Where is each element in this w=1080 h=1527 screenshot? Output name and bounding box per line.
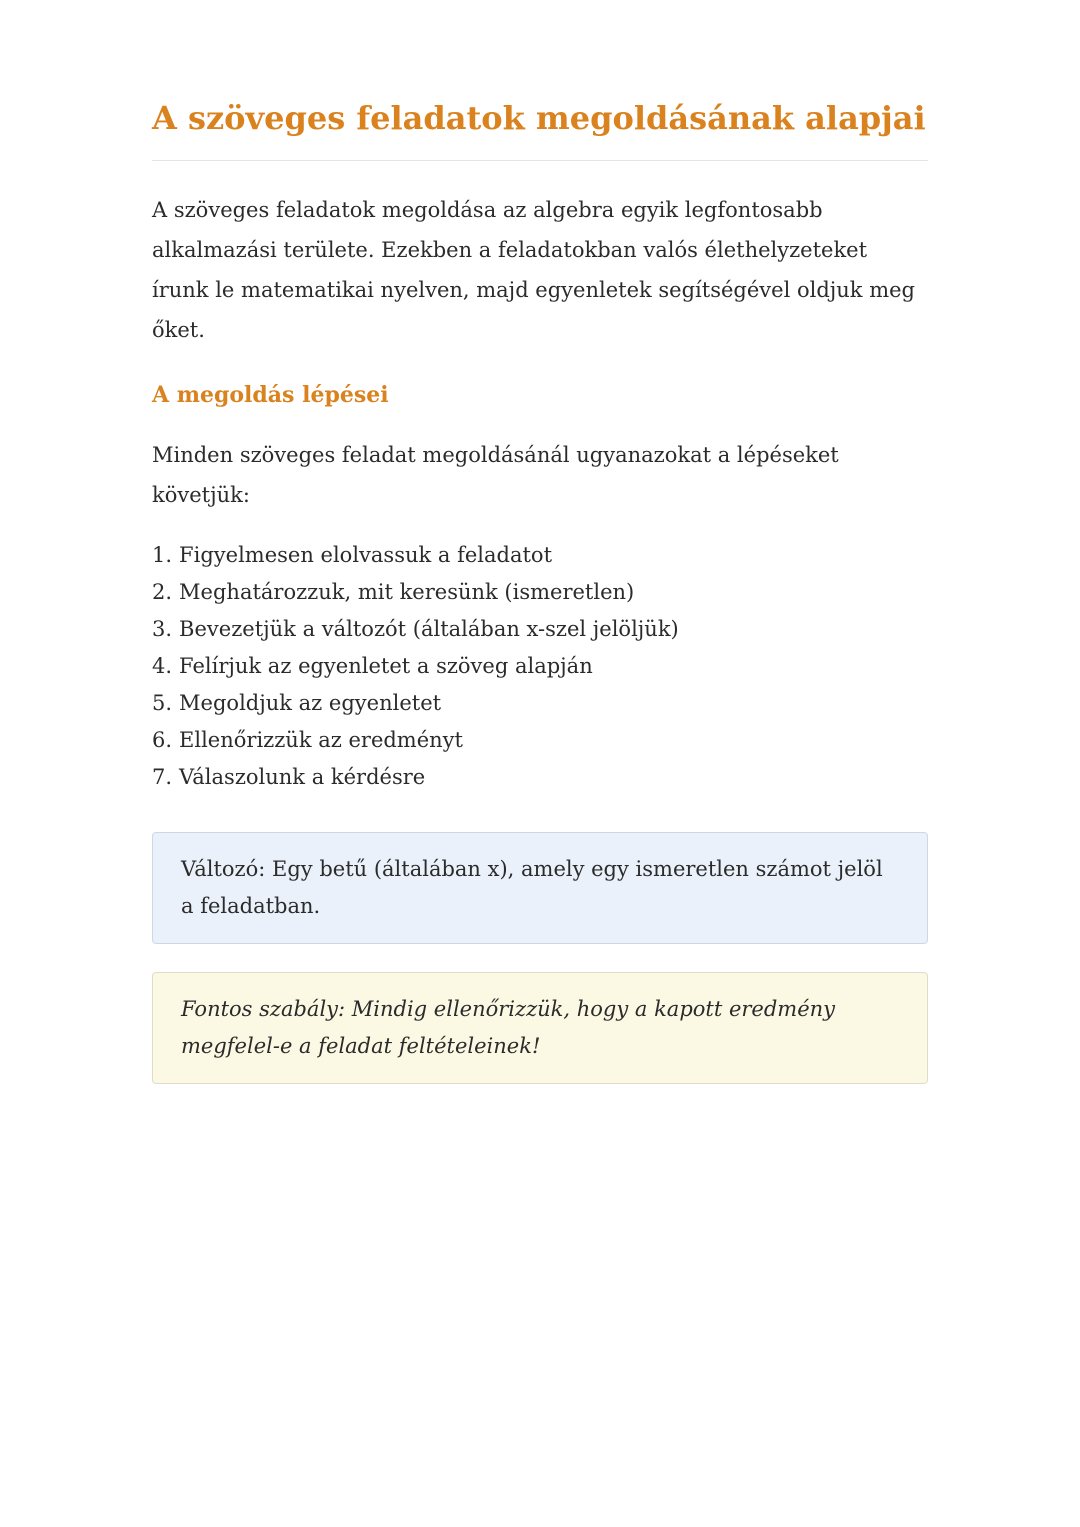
- list-item: [152, 611, 928, 648]
- info-box-text: Változó: Egy betű (általában x), amely egy ismeretlen számot jelöl a feladatban.: [181, 857, 883, 919]
- list-item-text: Meghatározzuk, mit keresünk (ismeretlen): [179, 580, 635, 605]
- steps-heading: A megoldás lépései: [152, 381, 389, 408]
- rule-box-text: Fontos szabály: Mindig ellenőrizzük, hogy a kapott eredmény megfelel-e a feladat feltételeinek!: [181, 997, 836, 1059]
- list-item: [152, 685, 928, 722]
- list-item: [152, 759, 928, 796]
- info-box: [152, 832, 928, 944]
- intro-paragraph: A szöveges feladatok megoldása az algebra egyik legfontosabb alkalmazási területe. Ezekben a feladatokban valós élethelyzeteket írunk le matematikai nyelven, majd egyenletek segítségével oldjuk meg őket.: [152, 197, 915, 342]
- list-item-text: Megoldjuk az egyenletet: [179, 691, 442, 716]
- list-item-text: Bevezetjük a változót (általában x-szel jelöljük): [179, 617, 679, 642]
- list-item: [152, 574, 928, 611]
- list-item: [152, 722, 928, 759]
- list-item-number: 3.: [152, 617, 173, 642]
- list-item-number: 1.: [152, 543, 173, 568]
- list-item: [152, 537, 928, 574]
- list-item-number: 5.: [152, 691, 173, 716]
- list-item-number: 2.: [152, 580, 173, 605]
- steps-intro: Minden szöveges feladat megoldásánál ugyanazokat a lépéseket követjük:: [152, 443, 839, 508]
- steps-list: [152, 537, 928, 796]
- list-item-number: 7.: [152, 765, 173, 790]
- rule-box: [152, 972, 928, 1084]
- list-item-number: 6.: [152, 728, 173, 753]
- article: [152, 0, 928, 1084]
- list-item: [152, 648, 928, 685]
- list-item-text: Ellenőrizzük az eredményt: [179, 728, 463, 753]
- list-item-text: Felírjuk az egyenletet a szöveg alapján: [179, 654, 593, 679]
- list-item-text: Figyelmesen elolvassuk a feladatot: [179, 543, 553, 568]
- list-item-text: Válaszolunk a kérdésre: [179, 765, 426, 790]
- page-title: A szöveges feladatok megoldásának alapjai: [152, 98, 928, 161]
- list-item-number: 4.: [152, 654, 173, 679]
